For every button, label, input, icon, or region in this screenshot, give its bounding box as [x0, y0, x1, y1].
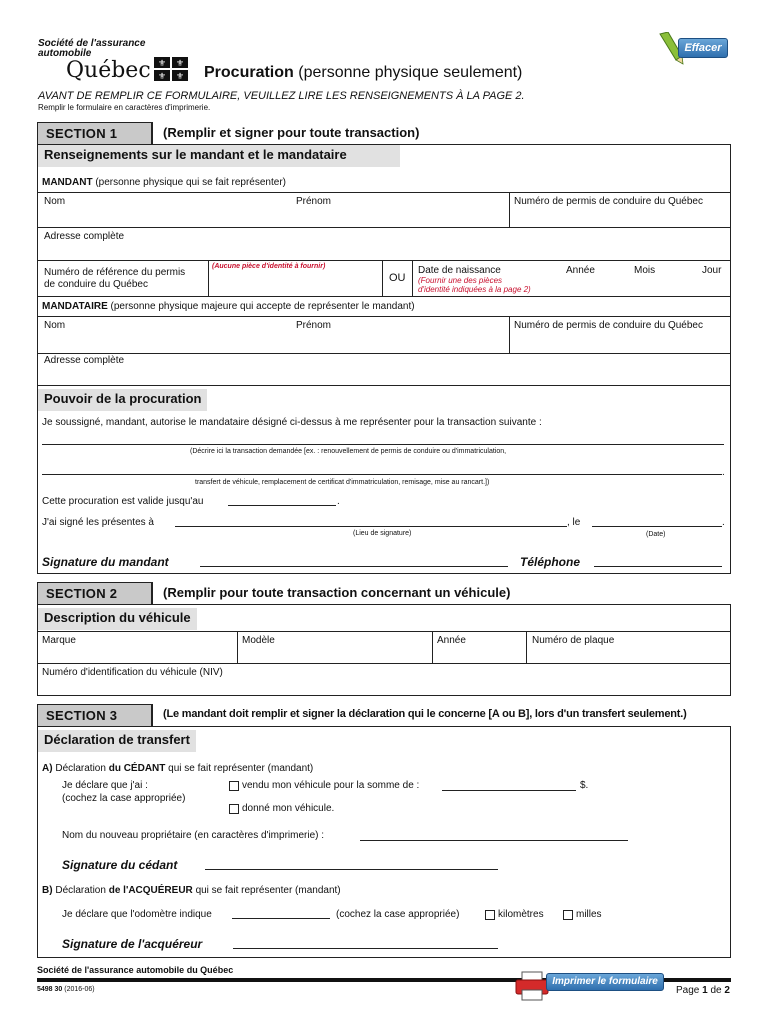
fournir-piece-note2: d'identité indiquées à la page 2) [418, 285, 531, 294]
section1-tab-label: SECTION 1 [38, 123, 152, 144]
valide-date-line[interactable] [228, 505, 336, 506]
notice-read-page2: AVANT DE REMPLIR CE FORMULAIRE, VEUILLEZ LIRE LES RENSEIGNEMENTS À LA PAGE 2. [38, 90, 525, 102]
mandant-nom-label: Nom [44, 196, 66, 207]
signature-acquereur-label: Signature de l'acquéreur [62, 937, 203, 951]
option-a-letter: A) [42, 763, 53, 774]
section2-title: (Remplir pour toute transaction concernant un véhicule) [163, 585, 511, 600]
section3-subhead: Déclaration de transfert [38, 730, 196, 752]
le-label: , le [567, 517, 581, 528]
org-name-line2: automobile [38, 48, 92, 59]
notice-print-chars: Remplir le formulaire en caractères d'imprimerie. [38, 103, 211, 112]
odometre-line[interactable] [232, 918, 330, 919]
mandant-label: MANDANT [42, 177, 93, 188]
plaque-label: Numéro de plaque [532, 635, 615, 646]
ou-label: OU [389, 272, 406, 284]
mandant-nom-field[interactable] [40, 208, 506, 226]
naissance-jour-label: Jour [702, 265, 722, 276]
decrire-hint: (Décrire ici la transaction demandée [ex. : renouvellement de permis de conduire ou d'immatriculation, [190, 448, 507, 455]
vendu-label: vendu mon véhicule pour la somme de : [242, 780, 420, 791]
form-title-main: Procuration [204, 64, 294, 81]
cedant-text1: Déclaration [55, 763, 106, 774]
mandant-prenom-label: Prénom [296, 196, 332, 207]
section1-title: (Remplir et signer pour toute transaction) [163, 125, 420, 140]
niv-label: Numéro d'identification du véhicule (NIV) [42, 667, 223, 678]
printer-icon [514, 970, 550, 1005]
mandataire-nom-field[interactable] [40, 333, 506, 351]
kilometres-label: kilomètres [498, 909, 544, 920]
mandant-permis-field[interactable] [512, 208, 728, 226]
nouveau-proprietaire-line[interactable] [360, 840, 628, 841]
mandataire-permis-field[interactable] [512, 333, 728, 351]
kilometres-checkbox[interactable] [485, 910, 495, 920]
plaque-field[interactable] [529, 647, 728, 661]
svg-text:⚜: ⚜ [157, 59, 167, 69]
mandataire-adresse-label: Adresse complète [44, 355, 125, 366]
lieu-hint: (Lieu de signature) [353, 530, 412, 537]
ref-permis-label1: Numéro de référence du permis [44, 267, 186, 278]
mandataire-nom-label: Nom [44, 320, 66, 331]
signature-mandant-line[interactable] [200, 566, 508, 567]
signature-mandant-label: Signature du mandant [42, 555, 169, 569]
mandant-heading [42, 177, 286, 188]
svg-text:⚜: ⚜ [157, 72, 167, 81]
naissance-mois-label: Mois [634, 265, 656, 276]
svg-text:⚜: ⚜ [175, 59, 185, 69]
marque-label: Marque [42, 635, 76, 646]
ref-permis-field[interactable] [212, 274, 378, 294]
lieu-signature-line[interactable] [175, 526, 567, 527]
form-title-sub: (personne physique seulement) [298, 64, 523, 81]
naissance-annee-label: Année [566, 265, 595, 276]
naissance-label: Date de naissance [418, 265, 501, 276]
signature-cedant-line[interactable] [205, 869, 498, 870]
page-de: de [710, 985, 722, 996]
milles-checkbox[interactable] [563, 910, 573, 920]
telephone-line[interactable] [594, 566, 722, 567]
section1-tab [37, 122, 153, 144]
section3-box [37, 726, 731, 958]
declare-label: Je déclare que j'ai : [62, 780, 148, 791]
page-indicator [676, 985, 730, 996]
section3-tab [37, 704, 153, 726]
nouveau-proprietaire-label: Nom du nouveau propriétaire (en caractères d'imprimerie) : [62, 830, 325, 841]
form-code-date: (2016-06) [64, 986, 95, 993]
niv-field[interactable] [40, 679, 728, 694]
acquereur-text2: qui se fait représenter (mandant) [195, 885, 341, 896]
option-b-letter: B) [42, 885, 53, 896]
page-total: 2 [724, 985, 730, 996]
imprimer-button[interactable] [514, 970, 664, 1002]
date-hint: (Date) [646, 531, 666, 538]
mandataire-permis-label: Numéro de permis de conduire du Québec [514, 320, 703, 331]
cochez-label: (cochez la case appropriée) [62, 793, 186, 804]
section1-subhead: Renseignements sur le mandant et le mandataire [38, 145, 400, 167]
acquereur-bold: de l'ACQUÉREUR [108, 885, 193, 896]
section2-tab-label: SECTION 2 [38, 583, 152, 604]
mandataire-desc: (personne physique majeure qui accepte de représenter le mandant) [110, 301, 415, 312]
transaction-line2[interactable] [42, 474, 722, 475]
signature-acquereur-line[interactable] [233, 948, 498, 949]
cedant-text2: qui se fait représenter (mandant) [168, 763, 314, 774]
mandataire-label: MANDATAIRE [42, 301, 108, 312]
transaction-period: . [722, 467, 725, 478]
naissance-field[interactable] [556, 278, 728, 294]
page-number: 1 [702, 985, 708, 996]
marque-field[interactable] [40, 647, 234, 661]
form-title [204, 64, 522, 82]
aucune-piece-note: (Aucune pièce d'identité à fournir) [212, 263, 326, 270]
footer-code [37, 986, 95, 993]
modele-field[interactable] [240, 647, 430, 661]
declaration-cedant-heading [42, 763, 313, 774]
telephone-label: Téléphone [520, 555, 581, 569]
milles-label: milles [576, 909, 602, 920]
mandataire-prenom-label: Prénom [296, 320, 332, 331]
signe-period: . [722, 517, 725, 528]
transfert-hint: transfert de véhicule, remplacement de certificat d'immatriculation, remisage, mise au rancart.]) [195, 479, 490, 486]
page-label: Page [676, 985, 700, 996]
cedant-bold: du CÉDANT [108, 763, 166, 774]
transaction-line1[interactable] [42, 444, 724, 445]
declaration-acquereur-heading [42, 885, 341, 896]
mandataire-adresse-field[interactable] [40, 367, 728, 383]
pouvoir-subhead: Pouvoir de la procuration [38, 389, 207, 411]
annee-vehicule-field[interactable] [435, 647, 523, 661]
signe-label: J'ai signé les présentes à [42, 517, 154, 528]
date-signature-line[interactable] [592, 526, 722, 527]
fournir-piece-note1: (Fournir une des pièces [418, 276, 503, 285]
mandant-desc: (personne physique qui se fait représenter) [95, 177, 286, 188]
effacer-button[interactable] [656, 32, 730, 66]
ref-permis-label2: de conduire du Québec [44, 279, 148, 290]
modele-label: Modèle [242, 635, 275, 646]
vendu-checkbox[interactable] [229, 781, 239, 791]
svg-text:⚜: ⚜ [175, 72, 185, 81]
form-code: 5498 30 [37, 986, 63, 993]
valide-period: . [337, 496, 340, 507]
donne-checkbox[interactable] [229, 804, 239, 814]
imprimer-label: Imprimer le formulaire [546, 973, 664, 991]
cochez2-label: (cochez la case appropriée) [336, 909, 460, 920]
odometre-label: Je déclare que l'odomètre indique [62, 909, 212, 920]
section2-subhead: Description du véhicule [38, 608, 197, 630]
mandataire-heading [42, 301, 415, 312]
mandant-adresse-field[interactable] [40, 243, 728, 259]
donne-label: donné mon véhicule. [242, 803, 335, 814]
annee-vehicule-label: Année [437, 635, 466, 646]
effacer-label: Effacer [678, 38, 728, 58]
quebec-logo-text: Québec [66, 58, 151, 83]
section3-title: (Le mandant doit remplir et signer la déclaration qui le concerne [A ou B], lors d'un transfert seulement.) [163, 708, 687, 720]
quebec-flag-icon [154, 57, 188, 81]
acquereur-text1: Déclaration [55, 885, 106, 896]
somme-line[interactable] [442, 790, 576, 791]
mandant-permis-label: Numéro de permis de conduire du Québec [514, 196, 703, 207]
mandant-adresse-label: Adresse complète [44, 231, 125, 242]
dollar-label: $. [580, 780, 589, 791]
section3-tab-label: SECTION 3 [38, 705, 152, 726]
footer-org: Société de l'assurance automobile du Québec [37, 965, 234, 975]
org-name-line1: Société de l'assurance [38, 38, 146, 49]
section2-tab [37, 582, 153, 604]
je-soussigne-text: Je soussigné, mandant, autorise le mandataire désigné ci-dessus à me représenter pour la transaction suivante : [42, 417, 542, 428]
valide-label: Cette procuration est valide jusqu'au [42, 496, 204, 507]
signature-cedant-label: Signature du cédant [62, 858, 178, 872]
